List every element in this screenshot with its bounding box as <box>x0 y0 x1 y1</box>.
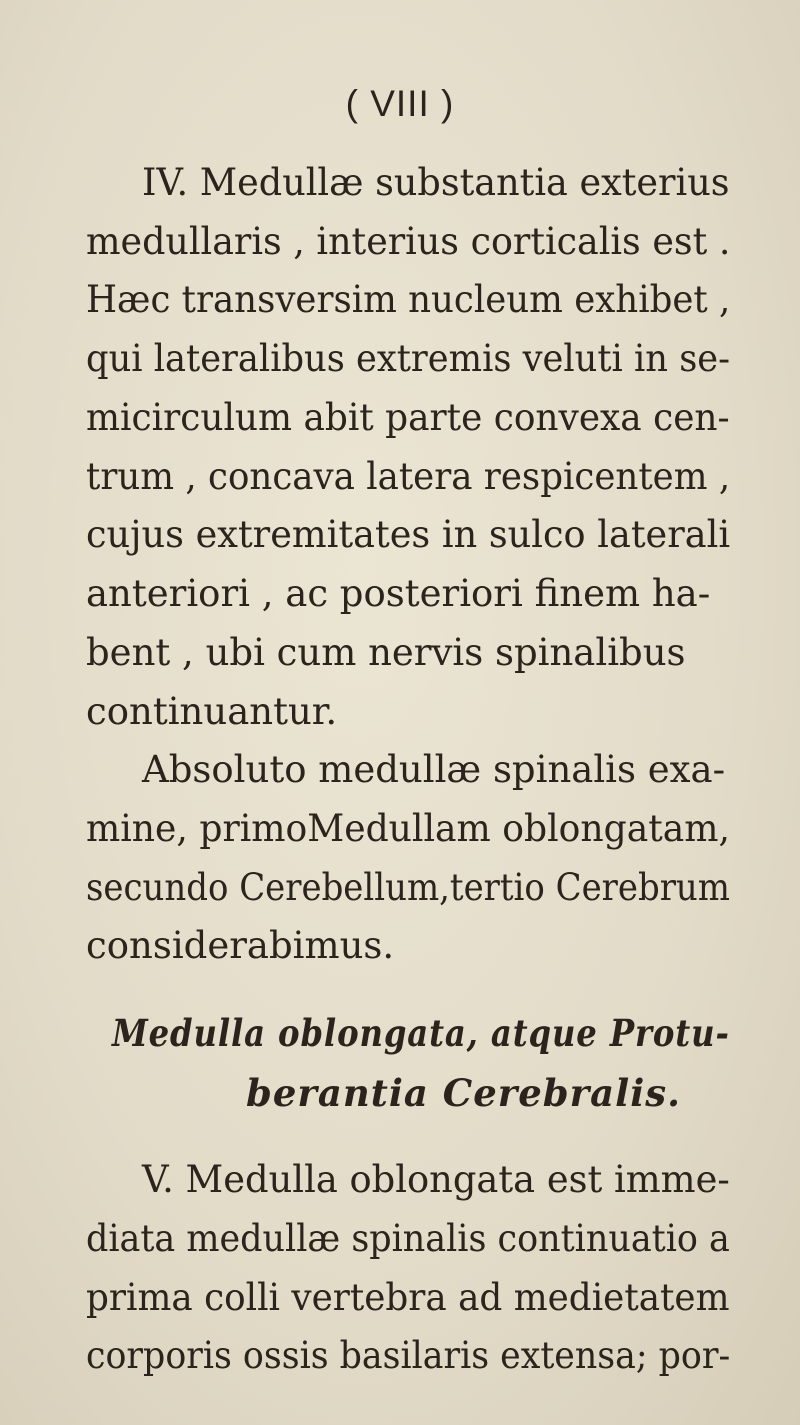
text-line: prima colli vertebra ad medietatem <box>86 1276 730 1319</box>
text-line: mine, primoMedullam oblongatam, <box>86 807 731 850</box>
text-line: anteriori , ac posteriori finem ha- <box>86 572 711 615</box>
text-line: qui lateralibus extremis veluti in se- <box>86 337 731 380</box>
text-line: medullaris , interius corticalis est . <box>86 220 731 263</box>
text-line: Absoluto medullæ spinalis exa- <box>142 748 726 791</box>
text-line: Hæc transversim nucleum exhibet , <box>86 278 731 321</box>
text-line: corporis ossis basilaris extensa; por- <box>86 1334 731 1377</box>
text-line: considerabimus. <box>86 924 395 967</box>
text-line: IV. Medullæ substantia exterius <box>142 161 730 204</box>
text-line: cujus extremitates in sulco laterali <box>86 513 731 556</box>
section-heading-line: berantia Cerebralis. <box>246 1071 681 1115</box>
text-line: V. Medulla oblongata est imme- <box>142 1158 730 1201</box>
text-line: micirculum abit parte convexa cen- <box>86 396 730 439</box>
text-line: bent , ubi cum nervis spinalibus <box>86 631 686 674</box>
text-line: continuantur. <box>86 690 338 733</box>
text-line: diata medullæ spinalis continuatio a <box>86 1217 730 1260</box>
page-number-header: ( VIII ) <box>345 83 455 124</box>
section-heading-line: Medulla oblongata, atque Protu- <box>112 1011 730 1055</box>
text-line: trum , concava latera respicentem , <box>86 455 731 498</box>
text-line: secundo Cerebellum,tertio Cerebrum <box>86 866 730 909</box>
